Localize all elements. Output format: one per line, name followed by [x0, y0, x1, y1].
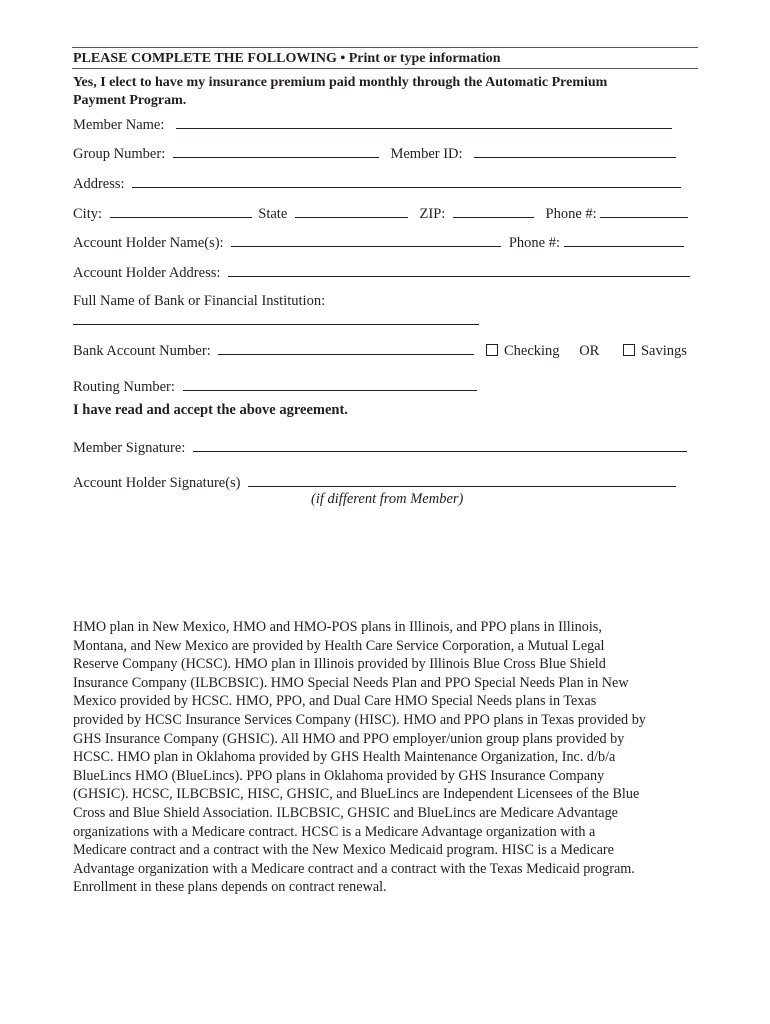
member-signature-field[interactable]	[193, 437, 687, 452]
plan-disclaimer	[73, 618, 693, 897]
member-id-label: Member ID:	[390, 146, 463, 162]
account-holder-address-label: Account Holder Address:	[73, 265, 221, 281]
disclaimer-line: organizations with a Medicare contract. HCSC is a Medicare Advantage organization with a	[73, 823, 596, 840]
state-label: State	[258, 206, 288, 222]
routing-row	[73, 376, 477, 396]
disclaimer-line: HCSC. HMO plan in Oklahoma provided by GHS Health Maintenance Organization, Inc. d/b/a	[73, 749, 616, 766]
savings-option[interactable]	[623, 343, 687, 359]
bank-account-label: Bank Account Number:	[73, 343, 211, 359]
header-rule	[72, 68, 698, 69]
city-label: City:	[73, 206, 103, 222]
group-number-label: Group Number:	[73, 146, 166, 162]
checking-checkbox[interactable]	[486, 344, 498, 356]
checking-option[interactable]	[486, 343, 560, 359]
disclaimer-line: Montana, and New Mexico are provided by Health Care Service Corporation, a Mutual Legal	[73, 637, 605, 654]
disclaimer-line: Insurance Company (ILBCBSIC). HMO Special Needs Plan and PPO Special Needs Plan in New	[73, 674, 629, 691]
account-holder-names-label: Account Holder Name(s):	[73, 235, 224, 251]
city-state-row	[73, 203, 688, 223]
phone-field[interactable]	[600, 203, 688, 218]
address-field[interactable]	[132, 173, 681, 188]
elect-statement-line1: Yes, I elect to have my insurance premium paid monthly through the Automatic Premium	[73, 75, 608, 90]
account-holder-row	[73, 232, 684, 252]
member-id-field[interactable]	[474, 143, 676, 158]
routing-field[interactable]	[183, 376, 477, 391]
member-name-label: Member Name:	[73, 117, 165, 133]
address-row	[73, 173, 681, 193]
checking-label: Checking	[503, 343, 560, 359]
address-label: Address:	[73, 176, 125, 192]
disclaimer-line: BlueLincs HMO (BlueLincs). PPO plans in Oklahoma provided by GHS Insurance Company	[73, 767, 605, 784]
member-signature-row	[73, 437, 687, 457]
zip-label: ZIP:	[419, 206, 446, 222]
disclaimer-line: Mexico provided by HCSC. HMO, PPO, and Dual Care HMO Special Needs plans in Texas	[73, 693, 597, 710]
group-member-row	[73, 143, 676, 163]
zip-field[interactable]	[453, 203, 534, 218]
disclaimer-line: HMO plan in New Mexico, HMO and HMO-POS plans in Illinois, and PPO plans in Illinois,	[73, 619, 602, 635]
account-holder-phone-label: Phone #:	[508, 235, 560, 251]
savings-checkbox[interactable]	[623, 344, 635, 356]
member-name-field[interactable]	[176, 114, 672, 129]
member-name-row	[73, 114, 672, 134]
disclaimer-line: (GHSIC). HCSC, ILBCBSIC, HISC, GHSIC, and BlueLincs are Independent Licensees of the Blue	[73, 786, 640, 803]
member-signature-label: Member Signature:	[73, 440, 186, 456]
if-different-note: (if different from Member)	[311, 491, 464, 507]
bank-name-row	[73, 310, 479, 330]
account-holder-address-field[interactable]	[228, 262, 690, 277]
account-holder-signature-row	[73, 472, 676, 492]
account-holder-signature-label: Account Holder Signature(s)	[73, 475, 241, 491]
top-rule	[72, 47, 698, 48]
routing-label: Routing Number:	[73, 379, 175, 395]
disclaimer-line: Enrollment in these plans depends on contract renewal.	[73, 879, 387, 896]
account-holder-names-field[interactable]	[231, 232, 501, 247]
disclaimer-line: provided by HCSC Insurance Services Company (HISC). HMO and PPO plans in Texas provided by	[73, 711, 646, 728]
disclaimer-line: Cross and Blue Shield Association. ILBCBSIC, GHSIC and BlueLincs are Medicare Advantage	[73, 804, 618, 821]
bank-account-field[interactable]	[218, 340, 474, 355]
agreement-statement: I have read and accept the above agreement.	[73, 402, 348, 418]
disclaimer-line: GHS Insurance Company (GHSIC). All HMO and PPO employer/union group plans provided by	[73, 730, 625, 747]
account-holder-signature-field[interactable]	[248, 472, 676, 487]
account-holder-address-row	[73, 262, 690, 282]
state-field[interactable]	[295, 203, 408, 218]
city-field[interactable]	[110, 203, 252, 218]
phone-label: Phone #:	[545, 206, 597, 222]
elect-statement-line2: Payment Program.	[73, 93, 187, 108]
bank-name-field[interactable]	[73, 310, 479, 325]
form-header: PLEASE COMPLETE THE FOLLOWING • Print or type information	[73, 51, 501, 66]
disclaimer-line: Advantage organization with a Medicare contract and a contract with the Texas Medicaid program.	[73, 860, 635, 877]
disclaimer-line: Reserve Company (HCSC). HMO plan in Illinois provided by Illinois Blue Cross Blue Shield	[73, 656, 606, 673]
bank-name-label: Full Name of Bank or Financial Institution:	[73, 293, 326, 309]
group-number-field[interactable]	[173, 143, 379, 158]
disclaimer-line: Medicare contract and a contract with the New Mexico Medicaid program. HISC is a Medicare	[73, 842, 614, 859]
bank-account-row	[73, 340, 687, 360]
savings-label: Savings	[640, 343, 687, 359]
or-label: OR	[579, 343, 600, 359]
account-holder-phone-field[interactable]	[564, 232, 684, 247]
